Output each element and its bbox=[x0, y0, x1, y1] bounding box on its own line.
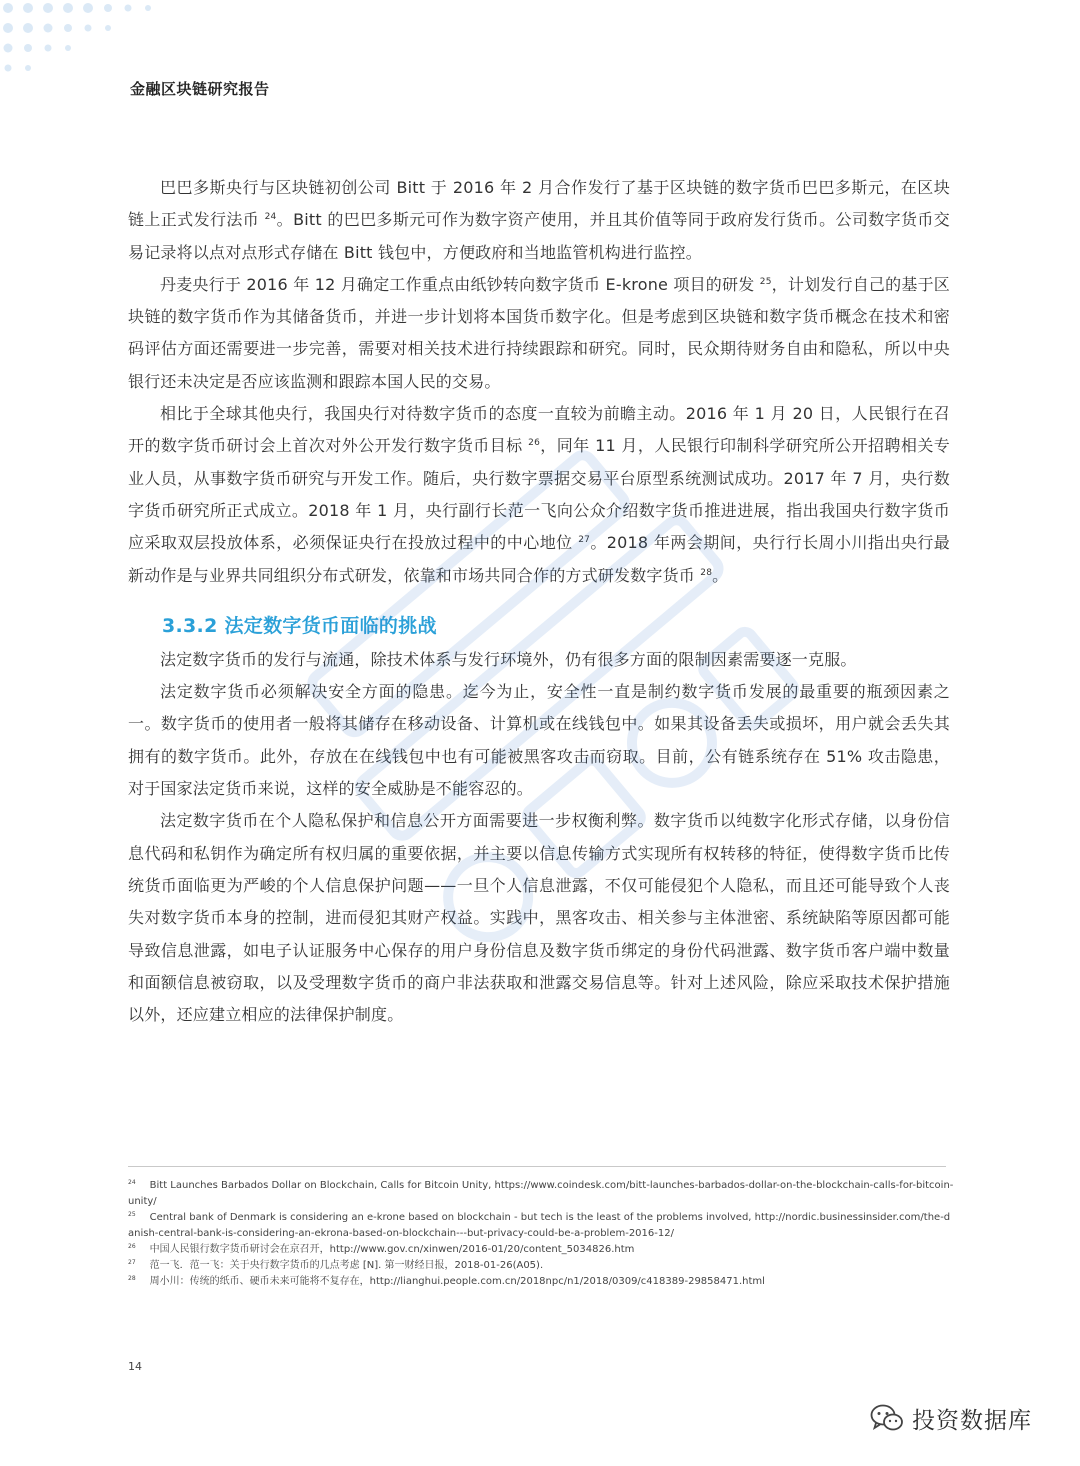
footnote-number: 28 bbox=[128, 1275, 136, 1282]
report-title-header: 金融区块链研究报告 bbox=[130, 80, 270, 98]
footnote bbox=[128, 1210, 954, 1242]
body-paragraph bbox=[128, 676, 950, 805]
paragraph-text: ，同年 11 月，人民银行印制科学研究所公开招聘相关专业人员，从事数字货币研究与开发工作。随后，央行数字票据交易平台原型系统测试成功。2017 年 7 月，央行数字货币研究所正式成立。2018 年 1 月，央行副行长范一飞向公众介绍数字货币推进进展，指出我国央行数字货币应采取双层投放体系，必须保证央行在投放过程中的中心地位 bbox=[128, 436, 951, 553]
footnote-divider bbox=[128, 1166, 946, 1167]
wechat-account-badge bbox=[870, 1400, 1032, 1436]
paragraphs-before-section bbox=[128, 172, 950, 592]
wechat-account-name: 投资数据库 bbox=[912, 1407, 1032, 1434]
paragraph-text: 。2018 年两会期间，央行行长周小川指出央行最新动作是与业界共同组织分布式研发，依靠和市场共同合作的方式研发数字货币 bbox=[128, 533, 951, 585]
footnote bbox=[128, 1242, 954, 1258]
paragraph-text: 法定数字货币在个人隐私保护和信息公开方面需要进一步权衡利弊。数字货币以纯数字化形式存储，以身份信息代码和私钥作为确定所有权归属的重要依据，并主要以信息传输方式实现所有权转移的特征，使得数字货币比传统货币面临更为严峻的个人信息保护问题——一旦个人信息泄露，不仅可能侵犯个人隐私，而且还可能导致个人丧失对数字货币本身的控制，进而侵犯其财产权益。实践中，黑客攻击、相关参与主体泄密、系统缺陷等原因都可能导致信息泄露，如电子认证服务中心保存的用户身份信息及数字货币绑定的身份代码泄露、数字货币客户端中数量和面额信息被窃取，以及受理数字货币的商户非法获取和泄露交易信息等。针对上述风险，除应采取技术保护措施以外，还应建立相应的法律保护制度。 bbox=[128, 811, 950, 1025]
footnote-number: 25 bbox=[128, 1211, 136, 1218]
footnote-reference: 26 bbox=[528, 438, 541, 449]
main-body bbox=[128, 172, 950, 1031]
footnotes bbox=[128, 1178, 954, 1290]
body-paragraph bbox=[128, 805, 950, 1031]
paragraph-text: 法定数字货币的发行与流通，除技术体系与发行环境外，仍有很多方面的限制因素需要逐一克服。 bbox=[160, 649, 857, 669]
footnote bbox=[128, 1178, 954, 1210]
footnote-text: 周小川：传统的纸币、硬币未来可能将不复存在，http://lianghui.people.com.cn/2018npc/n1/2018/0309/c418389-29858471.html bbox=[149, 1276, 765, 1287]
page-number: 14 bbox=[128, 1360, 142, 1373]
decorative-dot-pattern bbox=[0, 0, 200, 80]
footnote-reference: 27 bbox=[578, 535, 591, 546]
paragraph-text: ，计划发行自己的基于区块链的数字货币作为其储备货币，并进一步计划将本国货币数字化。但是考虑到区块链和数字货币概念在技术和密码评估方面还需要进一步完善，需要对相关技术进行持续跟踪和研究。同时，民众期待财务自由和隐私，所以中央银行还未决定是否应该监测和跟踪本国人民的交易。 bbox=[128, 274, 950, 391]
footnote-number: 24 bbox=[128, 1179, 136, 1186]
paragraph-text: 。 bbox=[712, 565, 729, 585]
footnote-reference: 24 bbox=[264, 212, 277, 223]
footnote bbox=[128, 1274, 954, 1290]
body-paragraph bbox=[128, 172, 950, 269]
footnote-number: 27 bbox=[128, 1259, 136, 1266]
paragraph-text: 巴巴多斯央行与区块链初创公司 Bitt 于 2016 年 2 月合作发行了基于区块链的数字货币巴巴多斯元，在区块链上正式发行法币 bbox=[128, 178, 950, 230]
footnote-text: 范一飞．范一飞：关于央行数字货币的几点考虑 [N]. 第一财经日报，2018-01-26(A05). bbox=[149, 1260, 544, 1271]
footnote-text: 中国人民银行数字货币研讨会在京召开，http://www.gov.cn/xinwen/2016-01/20/content_5034826.htm bbox=[149, 1244, 635, 1255]
paragraph-text: 法定数字货币必须解决安全方面的隐患。迄今为止，安全性一直是制约数字货币发展的最重要的瓶颈因素之一。数字货币的使用者一般将其储存在移动设备、计算机或在线钱包中。如果其设备丢失或损坏，用户就会丢失其拥有的数字货币。此外，存放在在线钱包中也有可能被黑客攻击而窃取。目前，公有链系统存在 51% 攻击隐患，对于国家法定货币来说，这样的安全威胁是不能容忍的。 bbox=[128, 682, 950, 799]
body-paragraph bbox=[128, 644, 950, 676]
footnote-text: Central bank of Denmark is considering an e-krone based on blockchain - but tech is the least of the problems involved, http://nordic.businessinsider.com/the-danish-central-bank-is-considering-an-ekrona-based-on-blockchain---but-privacy-could-be-a-problem-2016-12/ bbox=[128, 1212, 951, 1239]
body-paragraph bbox=[128, 398, 950, 592]
footnote-reference: 25 bbox=[759, 276, 772, 287]
paragraphs-after-section bbox=[128, 644, 950, 1032]
footnote-number: 26 bbox=[128, 1243, 136, 1250]
footnote bbox=[128, 1258, 954, 1274]
paragraph-text: 丹麦央行于 2016 年 12 月确定工作重点由纸钞转向数字货币 E-krone 项目的研发 bbox=[160, 274, 760, 294]
footnote-text: Bitt Launches Barbados Dollar on Blockchain, Calls for Bitcoin Unity, https://www.coindesk.com/bitt-launches-barbados-dollar-on-the-blockchain-calls-for-bitcoin-unity/ bbox=[128, 1180, 954, 1207]
wechat-icon bbox=[870, 1404, 904, 1432]
body-paragraph bbox=[128, 269, 950, 398]
footnote-reference: 28 bbox=[700, 567, 713, 578]
paragraph-text: 相比于全球其他央行，我国央行对待数字货币的态度一直较为前瞻主动。2016 年 1 月 20 日，人民银行在召开的数字货币研讨会上首次对外公开发行数字货币目标 bbox=[128, 404, 950, 456]
paragraph-text: 。Bitt 的巴巴多斯元可作为数字资产使用，并且其价值等同于政府发行货币。公司数字货币交易记录将以点对点形式存储在 Bitt 钱包中，方便政府和当地监管机构进行监控。 bbox=[128, 210, 951, 262]
section-heading: 3.3.2 法定数字货币面临的挑战 bbox=[162, 614, 437, 637]
